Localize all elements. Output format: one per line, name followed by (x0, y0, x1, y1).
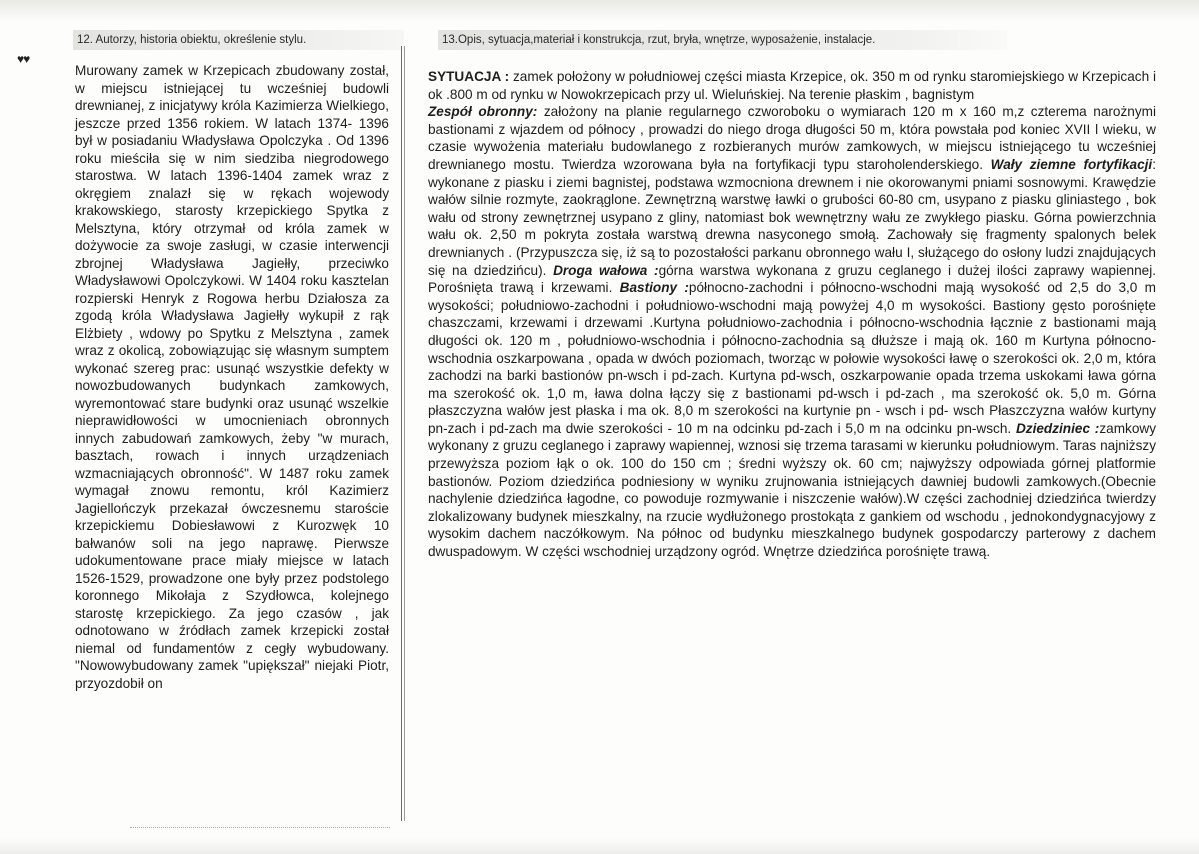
scan-edge-top (0, 0, 1199, 22)
history-column (75, 62, 389, 692)
description-column (428, 68, 1156, 561)
description-text (428, 68, 1156, 561)
waly-text: : wykonane z piasku i ziemi bagnistej, podstawa wzmocniona drewnem i nie okorowanymi pniami sosnowymi. Krawędzie wałów silnie rozmyte, zaokrąglone. Zewnętrzną warstwę ławki o grubości 60-80 cm, usypano z piasku gliniastego , bok wału od strony zewnętrznej usypano z gliny, natomiast bok wewnętrzny wału ze zwykłego piasku. Górna powierzchnia wału ok. 2,50 m pokryta została warstwą drewna nasyconego smołą. Zachowały się fragmenty spalonych belek drewnianych . (Przypuszcza się, iż są to pozostałości parkanu obronnego wału I, służącego do osłony ludzi znajdujących się na dziedzińcu). (428, 156, 1156, 278)
dotted-rule (130, 827, 390, 830)
zespol-label: Zespół obronny: (428, 104, 538, 120)
heart-marker-icon: ♥♥ (17, 52, 30, 66)
column-divider (401, 46, 402, 821)
section-13-header: 13.Opis, sytuacja,materiał i konstrukcja, rzut, bryła, wnętrze, wyposażenie, instalacje. (438, 30, 1007, 50)
zespol-text: założony na planie regularnego czworoboku o wymiarach 120 m x 160 m,z czterema narożnymi bastionami z wjazdem od północy , prowadzi do niego droga długości 50 m, która powstała pod koniec XVII l wieku, w czasie wywożenia materiału budowlanego z rozbieranych murów zamkowych, w miejscu istniejącego tu wcześniej drewnianego mostu. Twierdza wzorowana była na fortyfikacji typu staroholenderskiego. (428, 104, 1156, 172)
bastiony-text: północno-zachodni i północno-wschodni mają wysokość od 2,5 do 3,0 m wysokości; południowo-zachodni i południowo-wschodni mają powyżej 4,0 m wysokości. Bastiony gęsto porośnięte chaszczami, krzewami i drzewami .Kurtyna południowo-zachodnia i północno-wschodnia łącznie z bastionami mają długości ok. 120 m , południowo-wschodnia i północno-zachodnia są dłuższe i mają ok. 160 m Kurtyna północno-wschodnia oszkarpowana , opada w dwóch poziomach, tworząc w połowie wysokości ławę o szerokości ok. 2,0 m, która zachodzi na barki bastionów pn-wsch i pd-zach. Kurtyna pd-wsch, oszkarpowanie opada trzema uskokami ława górna ma szerokość ok. 1,0 m, ława dolna łączy się z bastionami pd-wsch i pd-zach , ma szerokość ok. 5,0 m. Górna płaszczyzna wałów jest płaska i ma ok. 8,0 m szerokości na kurtynie pn - wsch i pd- wsch Płaszczyzna wałów kurtyny pn-zach i pd-zach ma dwie szerokości - 10 m na odcinku pd-zach i 5,0 m na odcinku pn-wsch. (428, 280, 1156, 436)
droga-label: Droga wałowa : (553, 262, 659, 278)
bastiony-label: Bastiony : (619, 280, 689, 296)
dziedziniec-label: Dziedziniec : (1015, 420, 1100, 436)
column-divider-shadow (404, 46, 405, 821)
waly-label: Wały ziemne fortyfikacji (990, 156, 1153, 172)
droga-text: górna warstwa wykonana z gruzu ceglanego i dużej ilości zaprawy wapiennej. Porośnięta trawą i krzewami. (428, 262, 1156, 296)
dziedziniec-text: zamkowy wykonany z gruzu ceglanego i zaprawy wapiennej, wznosi się trzema tarasami w kierunku południowym. Taras najniższy przewyższa poziom łąk o ok. 100 do 150 cm ; średni wyższy ok. 60 cm; najwyższy odpowiada górnej platformie bastionów. Poziom dziedzińca podniesiony w wyniku zrujnowania istniejących dawniej budowli zamkowych.(Obecnie nachylenie dziedzińca łagodne, co powoduje rozmywanie i niszczenie wałów).W części zachodniej dziedzińca twierdzy zlokalizowany budynek mieszkalny, na rzucie wydłużonego prostokąta z gankiem od wschodu , jednokondygnacyjowy z wysokim dachem naczółkowym. Na północ od budynku mieszkalnego budynek gospodarczy parterowy z dachem dwuspadowym. W części wschodniej urządzony ogród. Wnętrze dziedzińca porośnięte trawą. (428, 420, 1156, 560)
history-text: Murowany zamek w Krzepicach zbudowany został, w miejscu istniejącej tu wcześniej budowli drewnianej, z inicjatywy króla Kazimierza Wielkiego, jeszcze przed 1356 rokiem. W latach 1374- 1396 był w posiadaniu Władysława Opolczyka . Od 1396 roku mieściła się w nim siedziba niegrodowego starostwa. W latach 1396-1404 zamek wraz z okręgiem znalazł się w rękach wojewody krakowskiego, starosty krzepickiego Spytka z Melsztyna, który otrzymał od króla zamek w dożywocie za swoje zasługi, w czasie interwencji zbrojnej Władysława Jagiełły, przeciwko Władysławowi Opolczykowi. W 1404 roku kasztelan rozpierski Henryk z Rogowa herbu Działosza za zgodą króla Władysława Jagiełły wykupił z rąk Elżbiety , wdowy po Spytku z Melsztyna , zamek wraz z okolicą, zobowiązując się własnym sumptem wykonać szereg prac: usunąć wszystkie defekty w nowozbudowanych budynkach zamkowych, wyremontować stare budynki oraz usunąć wszelkie nieprawidłowości w umocnieniach obronnych innych zabudowań zamkowych, żeby "w murach, basztach, rowach i innych urządzeniach wzmacniających obronność". W 1487 roku zamek wymagał znowu remontu, król Kazimierz Jagiellończyk przekazał ówczesnemu staroście krzepickiemu Dobiesławowi z Kurozwęk 10 bałwanów soli na jego naprawę. Pierwsze udokumentowane prace miały miejsce w latach 1526-1529, prowadzone one były przez podstolego koronnego Mikołaja z Szydłowca, kolejnego starostę krzepickiego. Za jego czasów , jak odnotowano w źródłach zamek krzepicki został niemal od fundamentów z cegły wybudowany. "Nowowybudowany zamek "upiększał" niejaki Piotr, przyozdobił on (75, 63, 389, 691)
sytuacja-label: SYTUACJA : (428, 69, 510, 84)
section-12-header: 12. Autorzy, historia obiektu, określenie stylu. (73, 30, 404, 50)
scan-edge-bottom (0, 838, 1199, 854)
sytuacja-text: zamek położony w południowej części miasta Krzepice, ok. 350 m od rynku staromiejskiego w Krzepicach i ok .800 m od rynku w Nowokrzepicach przy ul. Wieluńskiej. Na terenie płaskim , bagnistym (428, 69, 1156, 102)
